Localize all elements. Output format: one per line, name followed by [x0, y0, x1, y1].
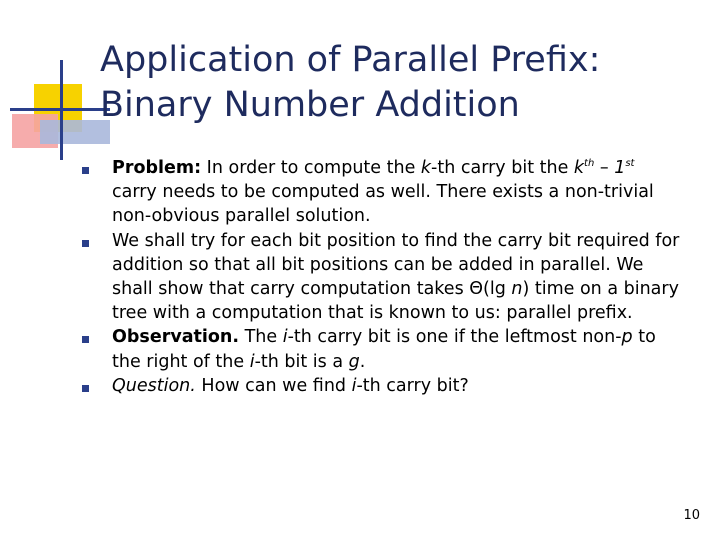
- bullet-square-icon: [82, 385, 89, 392]
- bullet-text: -th carry bit is one if the leftmost non-: [287, 327, 622, 348]
- slide-title-line-2: Binary Number Addition: [100, 85, 520, 125]
- bullet-square-icon: [82, 336, 89, 343]
- variable-i: i: [249, 351, 255, 372]
- bullet-observation: [82, 325, 682, 373]
- bullet-text: We shall try for each bit position to find the carry bit required for addition so that all bit positions can be added in parallel. We shall show that carry computation takes Θ(lg: [112, 230, 680, 300]
- bullet-square-icon: [82, 240, 89, 247]
- bullet-text: In order to compute the: [201, 158, 421, 178]
- bullet-question: [82, 374, 682, 398]
- bullet-lead: Question.: [112, 375, 196, 396]
- superscript-th: th: [584, 158, 595, 170]
- bullet-list: [82, 156, 682, 398]
- variable-g: g: [348, 351, 360, 372]
- bullet-text: ) time on a binary tree with a computation that is known to us: parallel prefix.: [112, 279, 679, 324]
- bullet-text: carry needs to be computed as well. There exists a non-trivial non-obvious parallel solution.: [112, 182, 654, 227]
- variable-k: k: [573, 158, 585, 178]
- bullet-text: -th carry bit the: [431, 158, 574, 178]
- page-number: 10: [683, 508, 700, 523]
- slide-title-line-1: Application of Parallel Prefix:: [100, 40, 601, 80]
- bullet-lead: Observation.: [112, 327, 240, 348]
- bullet-approach: [82, 229, 682, 326]
- variable-p: p: [621, 327, 633, 348]
- corner-decoration: [0, 0, 110, 170]
- bullet-lead: Problem:: [112, 158, 202, 178]
- decoration-horizontal-line: [10, 108, 110, 111]
- variable-k: k: [420, 158, 432, 178]
- bullet-text: to the right of the: [112, 327, 656, 372]
- bullet-text: How can we find: [195, 375, 352, 396]
- variable-i: i: [351, 375, 357, 396]
- superscript-st: st: [625, 158, 635, 170]
- dash: –: [594, 158, 615, 178]
- number-one: 1: [614, 158, 626, 178]
- bullet-text: -th carry bit?: [356, 375, 469, 396]
- bullet-text: The: [239, 327, 283, 348]
- variable-i: i: [282, 327, 288, 348]
- variable-n: n: [511, 279, 523, 300]
- bullet-text: -th bit is a: [254, 351, 349, 372]
- bullet-problem: [82, 156, 682, 229]
- bullet-text: .: [359, 351, 366, 372]
- slide-title: [100, 38, 700, 128]
- bullet-square-icon: [82, 167, 89, 174]
